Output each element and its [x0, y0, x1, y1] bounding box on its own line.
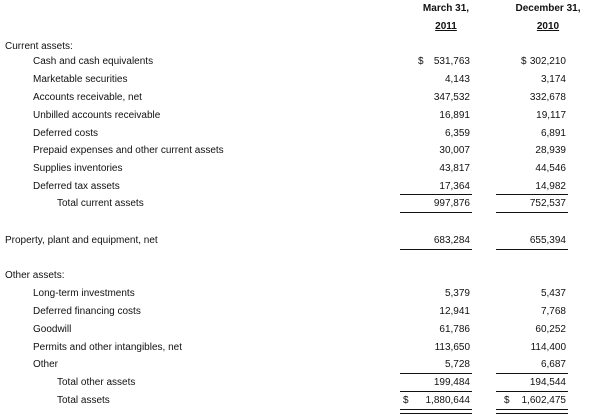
total-rule-2011 [400, 391, 472, 392]
row-label: Total other assets [57, 377, 136, 388]
double-rule-2010 [496, 409, 568, 414]
value-2011: 43,817 [439, 163, 470, 174]
column-header-year-2010: 2010 [536, 21, 560, 32]
subtotal-rule-2010 [496, 373, 568, 374]
value-2011: 61,786 [439, 324, 470, 335]
value-2010: 28,939 [535, 145, 566, 156]
value-2010: 302,210 [529, 56, 566, 67]
value-2011: 997,876 [433, 198, 470, 209]
value-2010: 752,537 [529, 198, 566, 209]
row-label: Unbilled accounts receivable [33, 110, 161, 121]
row-label: Total assets [57, 395, 110, 406]
value-2011: 6,359 [444, 128, 470, 139]
row-label: Accounts receivable, net [33, 92, 142, 103]
value-2010: 19,117 [536, 110, 566, 121]
value-2011: 17,364 [439, 181, 470, 192]
value-2010: 332,678 [529, 92, 566, 103]
value-2010: 14,982 [535, 181, 566, 192]
value-2011: 531,763 [433, 56, 470, 67]
value-2011: 199,484 [433, 377, 470, 388]
subtotal-rule-2011 [400, 373, 472, 374]
value-2011: 1,880,644 [425, 395, 470, 406]
column-header-year-2011: 2011 [435, 21, 457, 32]
value-2010: 1,602,475 [521, 395, 566, 406]
total-rule-2010 [496, 212, 568, 213]
value-2010: 5,437 [540, 288, 566, 299]
value-2010: 6,891 [540, 128, 566, 139]
ppe-rule-2010 [496, 249, 568, 250]
value-2011: 5,379 [444, 288, 470, 299]
total-rule-2010 [496, 391, 568, 392]
row-label: Deferred financing costs [33, 306, 141, 317]
row-label: Total current assets [57, 198, 144, 209]
value-2011: 16,891 [439, 110, 470, 121]
value-2011: 30,007 [439, 145, 470, 156]
row-label: Marketable securities [33, 74, 128, 85]
value-2010: 6,687 [540, 359, 566, 370]
value-2010: 194,544 [529, 377, 566, 388]
value-2010: 44,546 [535, 163, 566, 174]
row-label: Deferred costs [33, 128, 99, 139]
subtotal-rule-2010 [496, 194, 568, 195]
row-label: Other [33, 359, 59, 370]
section-heading-other-assets: Other assets: [5, 270, 65, 281]
row-label: Cash and cash equivalents [33, 56, 154, 67]
double-rule-2011 [400, 409, 472, 414]
row-label: Prepaid expenses and other current assets [33, 145, 224, 156]
column-header-month-2010: December 31, [515, 3, 581, 14]
value-2010: 655,394 [529, 235, 566, 246]
dollar-sign: $ [504, 395, 510, 406]
value-2010: 60,252 [535, 324, 566, 335]
row-label: Permits and other intangibles, net [33, 342, 182, 353]
dollar-sign: $ [418, 56, 424, 67]
value-2011: 113,650 [434, 342, 470, 353]
dollar-sign: $ [403, 395, 409, 406]
dollar-sign: $ [521, 56, 527, 67]
column-header-month-2011: March 31, [422, 3, 470, 14]
row-label: Long-term investments [33, 288, 135, 299]
value-2011: 683,284 [433, 235, 470, 246]
total-rule-2011 [400, 212, 472, 213]
value-2011: 4,143 [444, 74, 470, 85]
row-label: Supplies inventories [33, 163, 123, 174]
row-label: Property, plant and equipment, net [5, 235, 158, 246]
value-2010: 114,400 [530, 342, 566, 353]
value-2011: 347,532 [433, 92, 470, 103]
row-label: Deferred tax assets [33, 181, 120, 192]
value-2010: 7,768 [540, 306, 566, 317]
subtotal-rule-2011 [400, 194, 472, 195]
value-2011: 12,941 [439, 306, 470, 317]
value-2011: 5,728 [444, 359, 470, 370]
ppe-rule-2011 [400, 249, 472, 250]
row-label: Goodwill [33, 324, 72, 335]
value-2010: 3,174 [540, 74, 566, 85]
section-heading-current-assets: Current assets: [5, 41, 73, 52]
